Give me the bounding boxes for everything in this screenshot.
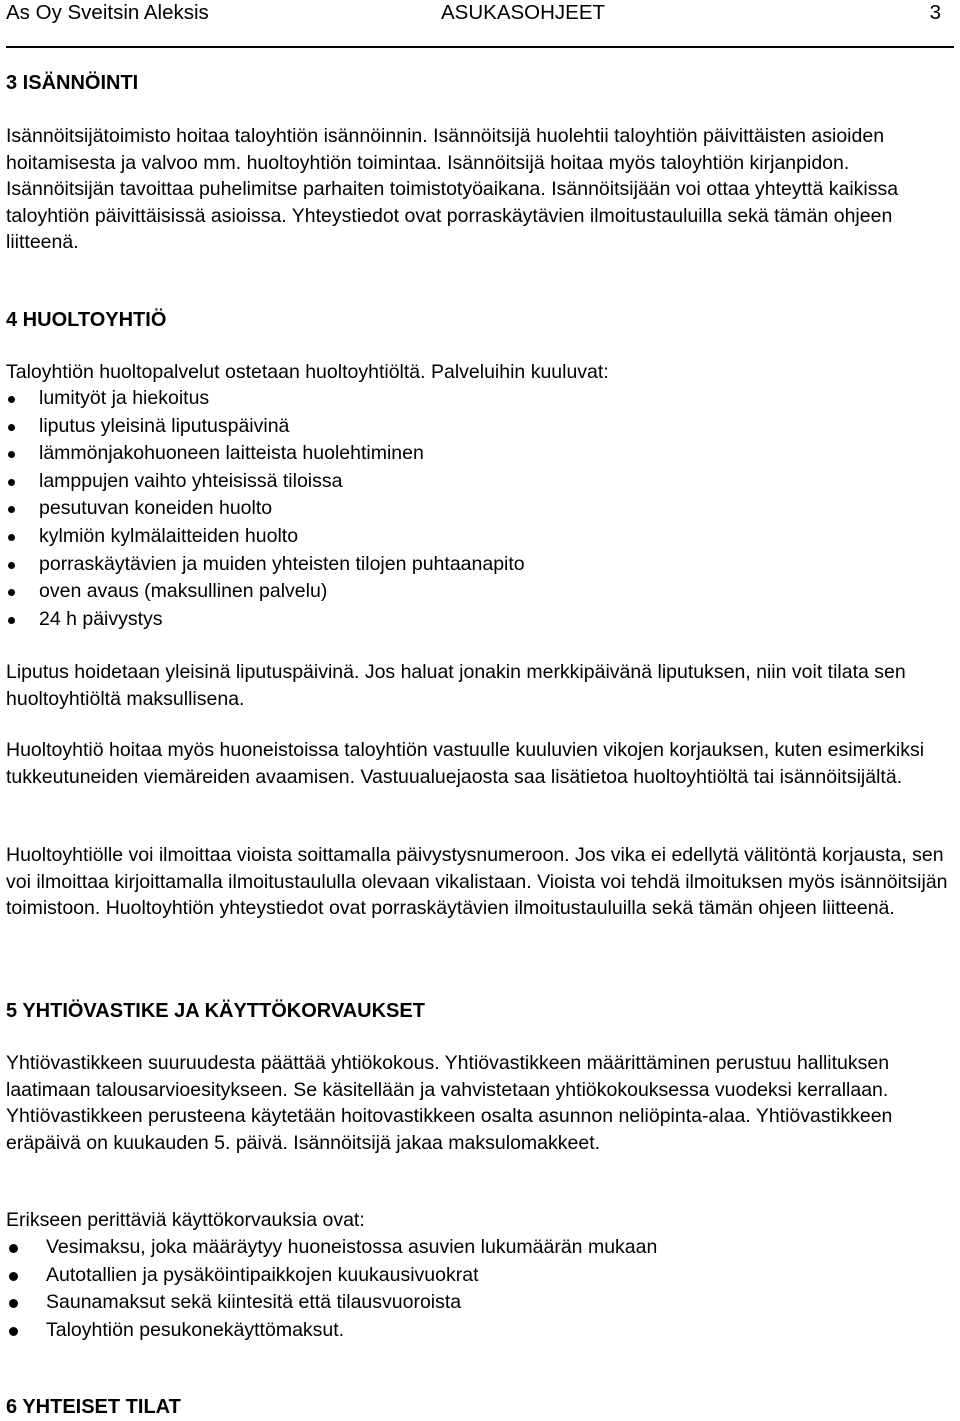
list-item-text: liputus yleisinä liputuspäivinä <box>39 414 290 437</box>
section-3-heading: 3 ISÄNNÖINTI <box>6 72 139 94</box>
list-item-text: Vesimaksu, joka määräytyy huoneistossa asuvien lukumäärän mukaan <box>46 1236 658 1258</box>
section-4-paragraph-2: Huoltoyhtiö hoitaa myös huoneistoissa taloyhtiön vastuulle kuuluvien vikojen korjauksen, kuten esimerkiksi tukkeutuneiden viemäreiden avaamisen. Vastuualuejaosta saa lisätietoa huoltoyhtiöltä tai isännöitsijältä. <box>6 739 925 788</box>
list-item-text: pesutuvan koneiden huolto <box>39 497 273 520</box>
bullet-icon <box>8 506 15 513</box>
list-item <box>6 468 954 496</box>
bullet-icon <box>8 479 15 486</box>
list-item-text: lamppujen vaihto yhteisissä tiloissa <box>39 469 343 492</box>
management-paragraph: Isännöitsijätoimisto hoitaa taloyhtiön isännöinnin. Isännöitsijä huolehtii taloyhtiön päivittäisten asioiden hoitamisesta ja valvoo mm. huoltoyhtiön toimintaa. Isännöitsijä hoitaa myös taloyhtiön kirjanpidon. Isännöitsijän tavoittaa puhelimitse parhaiten toimistotyöaikana. Isännöitsijään voi ottaa yhteyttä kaikissa taloyhtiön päivittäisissä asioissa. Yhteystiedot ovat porraskäytävien ilmoitustauluilla sekä tämän ohjeen liitteenä. <box>6 125 899 254</box>
list-item-text: oven avaus (maksullinen palvelu) <box>39 580 328 603</box>
header-company-name: As Oy Sveitsin Aleksis <box>6 1 209 24</box>
section-6-heading: 6 YHTEISET TILAT <box>6 1396 181 1418</box>
list-item-text: kylmiön kylmälaitteiden huolto <box>39 524 299 547</box>
page-header <box>6 0 954 48</box>
section-4-paragraph-3: Huoltoyhtiölle voi ilmoittaa vioista soittamalla päivystysnumeroon. Jos vika ei edellytä välitöntä korjausta, sen voi ilmoittaa kirjoittamalla ilmoitustaululla olevaan vikalistaan. Vioista voi tehdä ilmoituksen myös isännöitsijän toimistoon. Huoltoyhtiön yhteystiedot ovat porraskäytävien ilmoitustauluilla sekä tämän ohjeen liitteenä. <box>6 844 948 920</box>
list-item-text: Autotallien ja pysäköintipaikkojen kuukausivuokrat <box>46 1263 479 1286</box>
fees-list <box>6 1234 954 1344</box>
section-5-heading: 5 YHTIÖVASTIKE JA KÄYTTÖKORVAUKSET <box>6 1000 425 1022</box>
header-document-title: ASUKASOHJEET <box>441 1 606 24</box>
section-4-paragraph-1: Liputus hoidetaan yleisinä liputuspäivinä. Jos haluat jonakin merkkipäivänä liputuksen, niin voit tilata sen huoltoyhtiöltä maksullisena. <box>6 661 906 710</box>
bullet-icon <box>8 396 15 403</box>
section-4-heading: 4 HUOLTOYHTIÖ <box>6 309 167 331</box>
bullet-icon <box>8 451 15 458</box>
bullet-icon <box>8 589 15 596</box>
list-item <box>6 440 954 468</box>
list-item-text: porraskäytävien ja muiden yhteisten tilojen puhtaanapito <box>39 552 525 575</box>
list-item <box>6 385 954 413</box>
section-5-paragraph-1: Yhtiövastikkeen suuruudesta päättää yhtiökokous. Yhtiövastikkeen määrittäminen perustuu hallituksen laatimaan talousarvioesitykseen. Se käsitellään ja vahvistetaan yhtiökokouksessa vuodeksi kerrallaan. Yhtiövastikkeen perusteena käytetään hoitovastikkeen osalta asunnon neliöpinta-alaa. Yhtiövastikkeen eräpäivä on kuukauden 5. päivä. Isännöitsijä jakaa maksulomakkeet. <box>6 1052 893 1154</box>
bullet-icon <box>9 1327 18 1336</box>
list-item <box>6 606 954 634</box>
list-item-text: Taloyhtiön pesukonekäyttömaksut. <box>46 1318 345 1341</box>
list-item-text: lumityöt ja hiekoitus <box>39 387 210 409</box>
bullet-icon <box>8 534 15 541</box>
list-item <box>6 578 954 606</box>
section-3-paragraph <box>6 123 954 256</box>
bullet-icon <box>9 1244 18 1253</box>
services-list <box>6 385 954 633</box>
fees-list-block <box>6 1234 954 1344</box>
list-item <box>6 523 954 551</box>
bullet-icon <box>9 1299 18 1308</box>
list-item <box>6 1289 954 1317</box>
bullet-icon <box>8 617 15 624</box>
list-item-text: lämmönjakohuoneen laitteista huolehtiminen <box>39 442 424 465</box>
bullet-icon <box>8 562 15 569</box>
list-item <box>6 1262 954 1290</box>
bullet-icon <box>9 1272 18 1281</box>
header-page-number: 3 <box>929 1 941 24</box>
list-item <box>6 551 954 579</box>
list-item <box>6 1234 954 1262</box>
list-item <box>6 413 954 441</box>
section-4-intro: Taloyhtiön huoltopalvelut ostetaan huoltoyhtiöltä. Palveluihin kuuluvat: <box>6 361 609 383</box>
list-item-text: Saunamaksut sekä kiintesitä että tilausvuoroista <box>46 1291 462 1314</box>
list-item <box>6 1317 954 1345</box>
list-item <box>6 495 954 523</box>
services-list-block <box>6 385 954 633</box>
list-item-text: 24 h päivystys <box>39 607 163 630</box>
section-5-intro: Erikseen perittäviä käyttökorvauksia ovat: <box>6 1209 365 1231</box>
bullet-icon <box>8 424 15 431</box>
